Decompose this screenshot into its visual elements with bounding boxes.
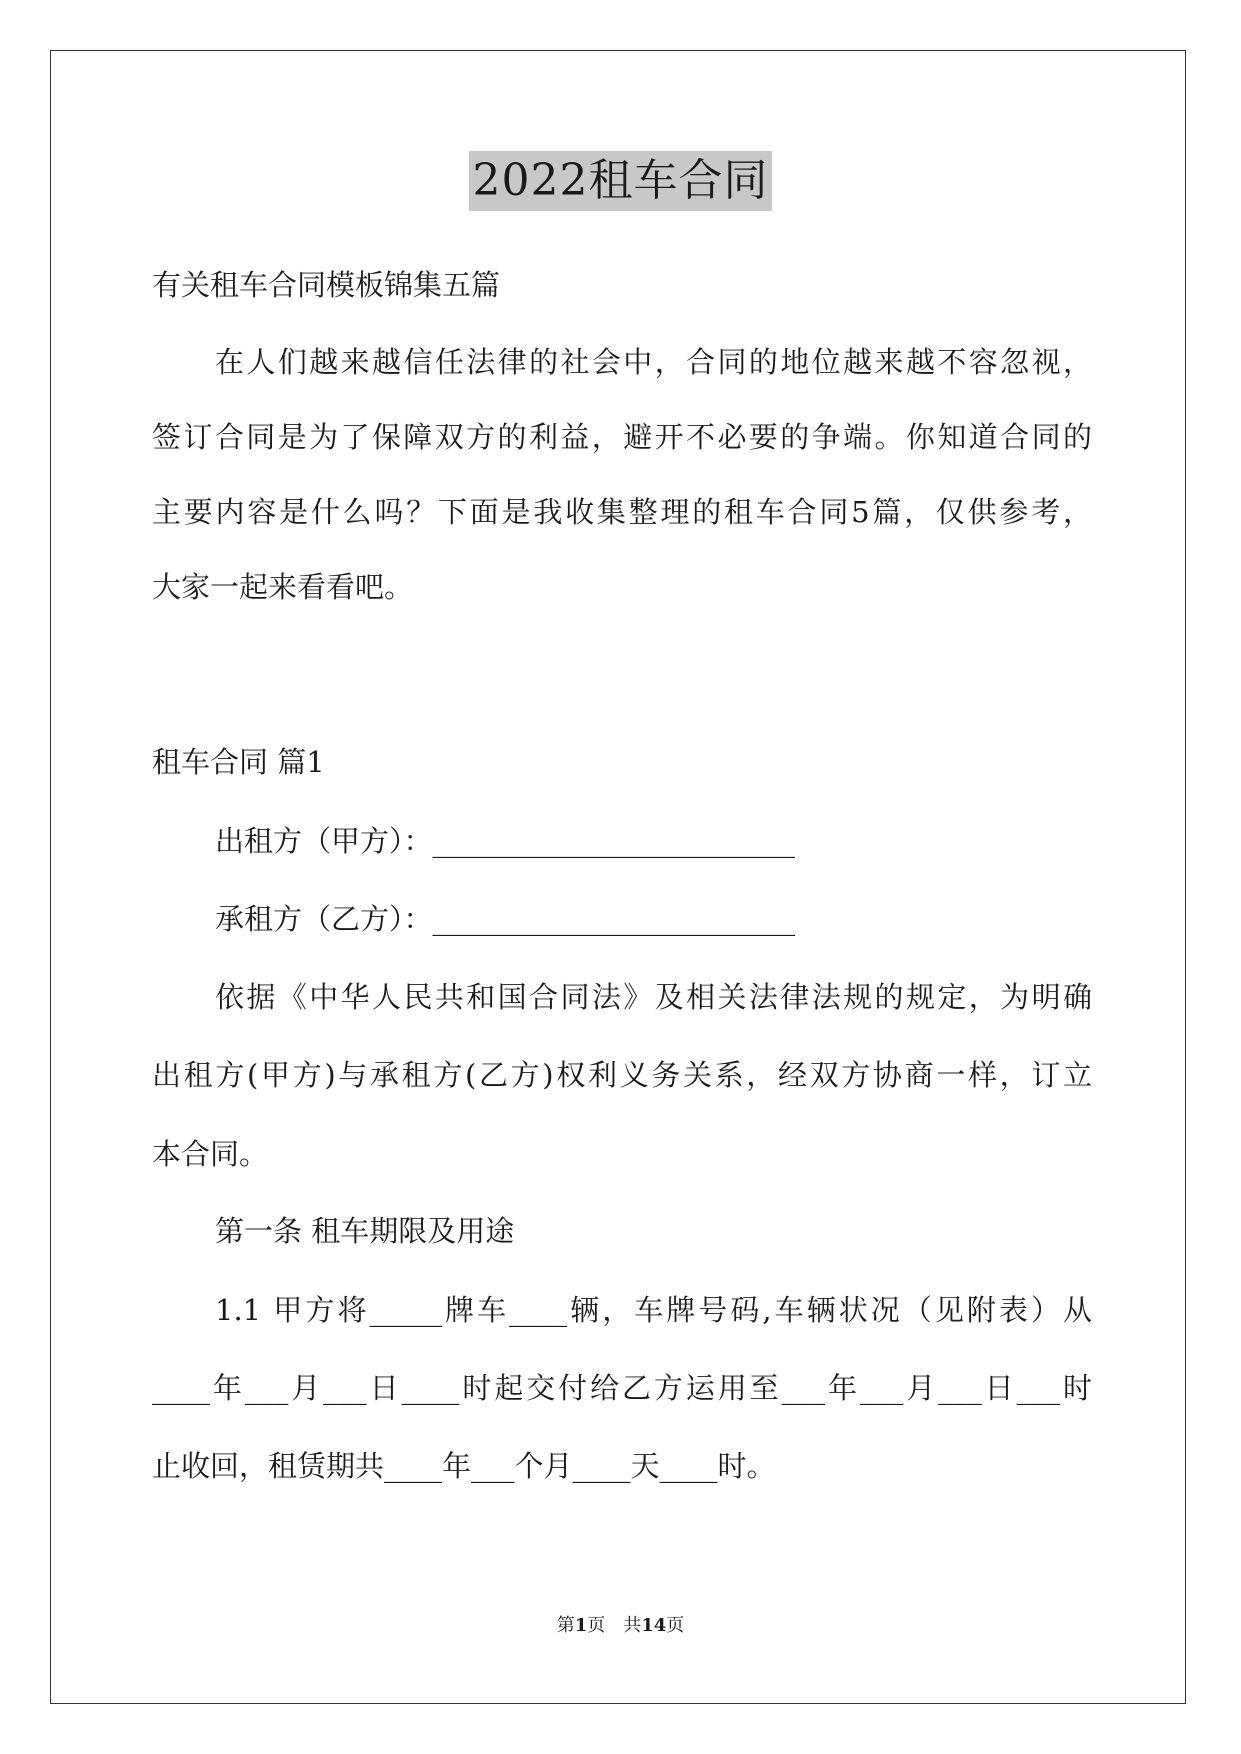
basis-line-1: 依据《中华人民共和国合同法》及相关法律法规的规定，为明确 [215, 980, 1092, 1014]
document-title: 2022租车合同 [469, 151, 773, 211]
intro-line-1: 在人们越来越信任法律的社会中，合同的地位越来越不容忽视， [215, 345, 1092, 379]
lessee-line: 承租方（乙方）：_________________________ [215, 902, 796, 936]
basis-line-2: 出租方(甲方)与承租方(乙方)权利义务关系，经双方协商一样，订立 [152, 1058, 1092, 1092]
clause-1-1-line-3: 止收回，租赁期共____年___个月____天____时。 [152, 1449, 776, 1483]
lessor-line: 出租方（甲方）：_________________________ [215, 824, 796, 858]
intro-line-4: 大家一起来看看吧。 [152, 570, 414, 604]
intro-line-3: 主要内容是什么吗？下面是我收集整理的租车合同5篇，仅供参考， [152, 495, 1092, 529]
clause-1-1-line-2: ____年___月___日____时起交付给乙方运用至___年___月___日___时 [152, 1371, 1092, 1405]
footer-mid: 页 共 [587, 1615, 642, 1636]
page-footer [0, 1614, 1241, 1638]
intro-line-2: 签订合同是为了保障双方的利益，避开不必要的争端。你知道合同的 [152, 420, 1092, 454]
title-container [0, 151, 1241, 211]
footer-prefix: 第 [556, 1615, 575, 1636]
section-heading: 租车合同 篇1 [152, 745, 325, 779]
basis-line-3: 本合同。 [152, 1137, 269, 1171]
article-1-heading: 第一条 租车期限及用途 [215, 1214, 515, 1248]
footer-page-number: 1 [574, 1615, 588, 1636]
footer-suffix: 页 [666, 1615, 685, 1636]
clause-1-1-line-1: 1.1 甲方将_____牌车____辆，车牌号码,车辆状况（见附表）从 [215, 1293, 1092, 1327]
footer-total-pages: 14 [641, 1615, 667, 1636]
document-subtitle: 有关租车合同模板锦集五篇 [152, 268, 501, 302]
